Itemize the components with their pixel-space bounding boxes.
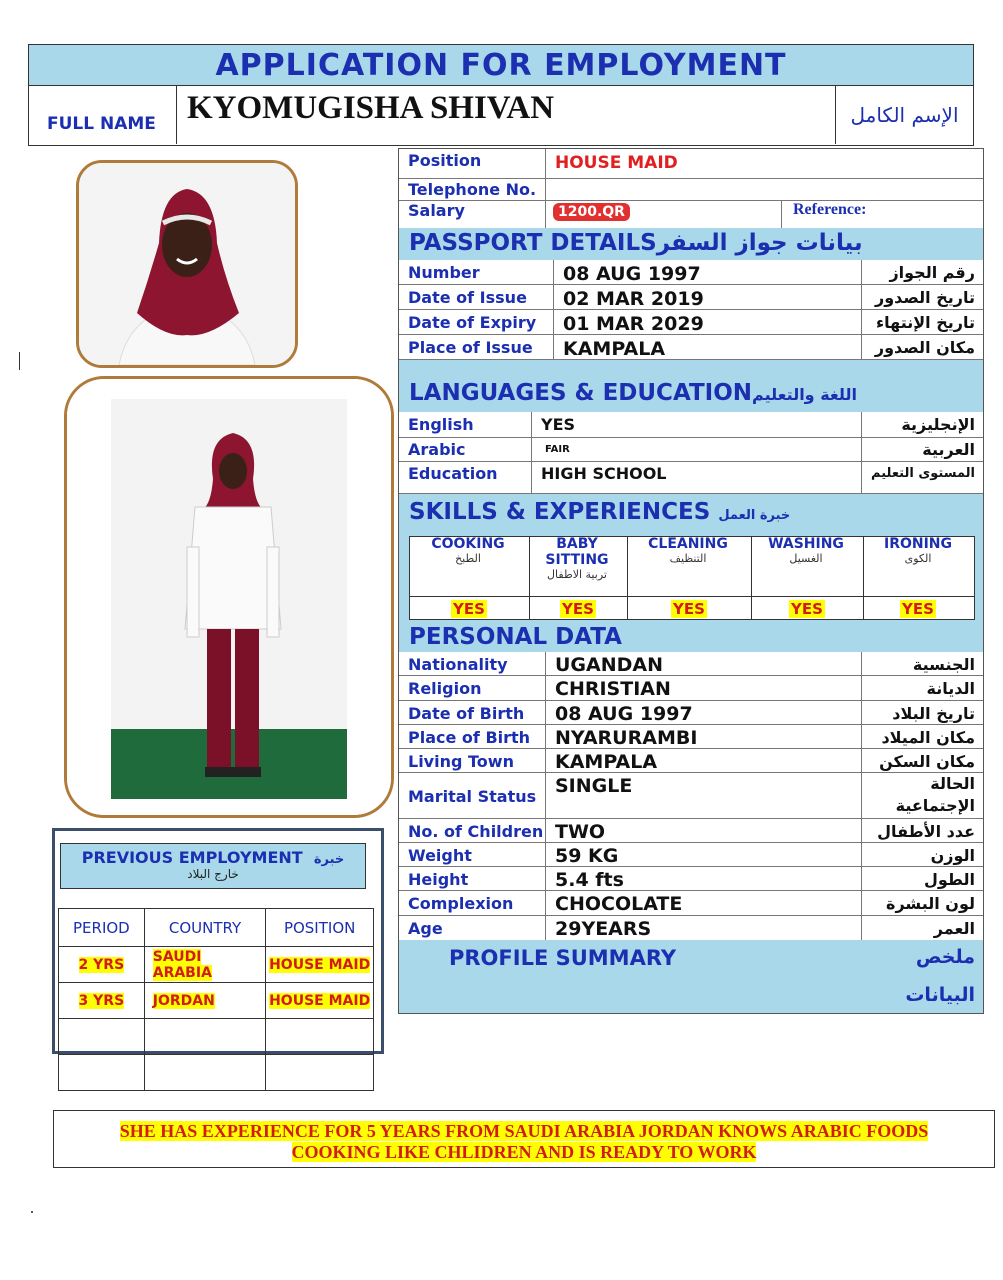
personal-row-value: CHRISTIAN [555,678,671,700]
country-value: SAUDI ARABIA [152,948,212,981]
personal-row-value: 5.4 fts [555,869,624,891]
personal-row-label: Height [408,870,469,889]
passport-row [399,335,983,360]
personal-row-ar: الجنسية [912,655,975,674]
position-cell [266,983,374,1019]
summary-line-2: COOKING LIKE CHLIDREN AND IS READY TO WORK [291,1142,757,1162]
personal-row [399,652,983,676]
full-name-row [28,86,974,146]
personal-row [399,725,983,749]
languages-heading-en: LANGUAGES & EDUCATION [409,380,753,406]
full-body-photo-image [67,379,391,815]
skill-cooking [412,536,524,565]
passport-row-ar: تاريخ الصدور [875,288,975,307]
personal-row-value: KAMPALA [555,751,658,773]
personal-heading-en: PERSONAL DATA [409,624,622,650]
position-label: Position [408,151,482,170]
table-row [59,1019,374,1055]
country-cell [144,947,266,983]
passport-row [399,285,983,310]
previous-employment-heading-ar-line2: خارج البلاد [187,867,239,881]
passport-row-ar: تاريخ الإنتهاء [875,313,975,332]
passport-row-label: Date of Expiry [408,313,537,332]
personal-row-value: UGANDAN [555,654,664,676]
passport-row-label: Number [408,263,480,282]
personal-row [399,819,983,843]
skill-name-ar: الطبخ [455,552,481,565]
personal-row-ar: الديانة [926,679,975,698]
passport-row-value: 02 MAR 2019 [563,288,704,310]
skill-baby-sitting-value: YES [562,600,594,618]
passport-row-ar: مكان الصدور [874,338,975,357]
language-row-label: Arabic [408,440,466,459]
full-name-label-ar: الإسم الكامل [835,86,973,144]
skills-heading [398,494,984,534]
column-header-period: PERIOD [59,909,145,947]
previous-employment-table [58,908,374,1091]
portrait-photo [76,160,298,368]
previous-employment-heading-ar: خبرة [313,852,345,867]
personal-row-ar: تاريخ البلاد [892,704,975,723]
personal-row-value: 59 KG [555,845,619,867]
personal-row-label: Date of Birth [408,704,525,723]
period-cell [59,983,145,1019]
personal-heading [398,622,984,652]
profile-summary-heading-ar-line2: البيانات [905,984,975,1006]
personal-row-value: TWO [555,821,606,843]
personal-row-value: SINGLE [555,775,633,797]
personal-row-ar: مكان السكن [879,752,975,771]
skill-name: WASHING [768,536,844,552]
skill-ironing [864,536,972,565]
languages-heading [398,360,984,412]
country-cell [144,983,266,1019]
skill-cleaning-value: YES [673,600,705,618]
page-title: APPLICATION FOR EMPLOYMENT [28,44,974,86]
passport-row-value: 08 AUG 1997 [563,263,701,285]
language-row [399,438,983,462]
personal-row-ar: مكان الميلاد [881,728,975,747]
passport-heading [398,228,984,260]
personal-row-ar-line2: الإجتماعية [895,796,975,815]
period-value: 3 YRS [78,992,125,1009]
period-value: 2 YRS [78,956,125,973]
table-row [59,947,374,983]
table-row [59,983,374,1019]
telephone-label: Telephone No. [408,180,537,199]
full-name-label: FULL NAME [29,86,177,144]
language-row [399,462,983,494]
skill-name: COOKING [431,536,505,552]
country-value: JORDAN [152,992,215,1009]
position-cell [266,947,374,983]
personal-row-label: Complexion [408,894,514,913]
column-header-position: POSITION [266,909,374,947]
language-row-value: YES [541,415,576,434]
job-info-table [398,148,984,228]
full-body-photo [64,376,394,818]
personal-row [399,867,983,891]
skill-washing-value: YES [791,600,823,618]
passport-row [399,260,983,285]
passport-row-value: 01 MAR 2029 [563,313,704,335]
summary-footer [53,1110,995,1168]
passport-row-label: Place of Issue [408,338,533,357]
skill-name: IRONING [883,536,953,552]
passport-table [398,260,984,360]
personal-row [399,891,983,916]
skill-name-ar: الغسيل [789,552,823,565]
summary-line-1: SHE HAS EXPERIENCE FOR 5 YEARS FROM SAUDI ARABIA JORDAN KNOWS ARABIC FOODS [119,1121,929,1141]
passport-heading-ar: بيانات جواز السفر [656,230,863,256]
skill-name-ar: الكوى [904,552,932,565]
table-row [59,1055,374,1091]
stray-dot [31,1211,33,1213]
profile-summary-heading: PROFILE SUMMARY [449,946,677,970]
full-name-value: KYOMUGISHA SHIVAN [187,90,555,126]
language-row-label: English [408,415,474,434]
skill-name: CLEANING [648,536,728,552]
telephone-row [399,179,983,201]
salary-label: Salary [408,201,465,220]
personal-row-label: Place of Birth [408,728,531,747]
profile-summary-box [398,940,984,1014]
personal-row-ar: لون البشرة [886,894,975,913]
language-row-label: Education [408,464,498,483]
language-row [399,412,983,438]
personal-row-value: 29YEARS [555,918,652,940]
skill-ironing-value: YES [902,600,934,618]
personal-row-label: Marital Status [408,787,537,806]
personal-row [399,749,983,773]
skills-heading-en: SKILLS & EXPERIENCES [409,499,711,525]
position-value: HOUSE MAID [269,992,371,1009]
skill-cooking-value: YES [453,600,485,618]
skill-name: BABY [556,536,598,552]
salary-value: 1200.QR [553,203,630,221]
margin-mark [19,352,20,370]
languages-heading-ar: اللغة والتعليم [752,385,857,404]
personal-row-value: 08 AUG 1997 [555,703,693,725]
personal-row [399,676,983,701]
personal-row [399,843,983,867]
language-row-ar: الإنجليزية [901,415,975,434]
portrait-photo-image [79,163,295,365]
personal-row [399,701,983,725]
personal-row-ar: العمر [933,919,975,938]
personal-row-label: Religion [408,679,482,698]
profile-summary-heading-ar: ملخص [915,946,975,968]
personal-row [399,916,983,940]
personal-row-ar: عدد الأطفال [877,822,975,841]
column-header-country: COUNTRY [144,909,266,947]
skill-cleaning [628,536,748,565]
previous-employment-heading [60,843,366,889]
previous-employment-heading-en: PREVIOUS EMPLOYMENT [81,848,303,867]
skill-name-ar: تربية الاطفال [547,568,607,581]
personal-row-label: Nationality [408,655,508,674]
skills-heading-ar: خبرة العمل [718,508,791,523]
personal-row-label: Age [408,919,443,938]
position-value: HOUSE MAID [269,956,371,973]
personal-row-label: Living Town [408,752,514,771]
salary-row [399,201,983,229]
personal-row-value: CHOCOLATE [555,893,683,915]
skill-baby-sitting [530,536,624,581]
personal-row-value: NYARURAMBI [555,727,698,749]
skill-washing [752,536,860,565]
personal-row [399,773,983,819]
language-row-value: FAIR [545,444,570,455]
language-row-ar: العربية [922,440,975,459]
skill-name-line2: SITTING [545,552,609,568]
language-row-ar: المستوى التعليم [871,466,975,481]
personal-row-ar: الطول [924,870,975,889]
personal-row-ar: الحالة [930,774,975,793]
personal-row-ar: الوزن [930,846,975,865]
passport-row [399,310,983,335]
passport-row-ar: رقم الجواز [889,263,975,282]
personal-row-label: No. of Children [408,822,544,841]
position-row [399,149,983,179]
reference-label: Reference: [793,201,867,218]
personal-table [398,652,984,940]
language-row-value: HIGH SCHOOL [541,464,667,483]
position-value: HOUSE MAID [555,153,678,173]
languages-table [398,412,984,494]
passport-row-value: KAMPALA [563,338,666,360]
period-cell [59,947,145,983]
personal-row-label: Weight [408,846,472,865]
passport-row-label: Date of Issue [408,288,527,307]
table-header-row [59,909,374,947]
skill-name-ar: التنظيف [669,552,707,565]
passport-heading-en: PASSPORT DETAILS [409,230,657,256]
